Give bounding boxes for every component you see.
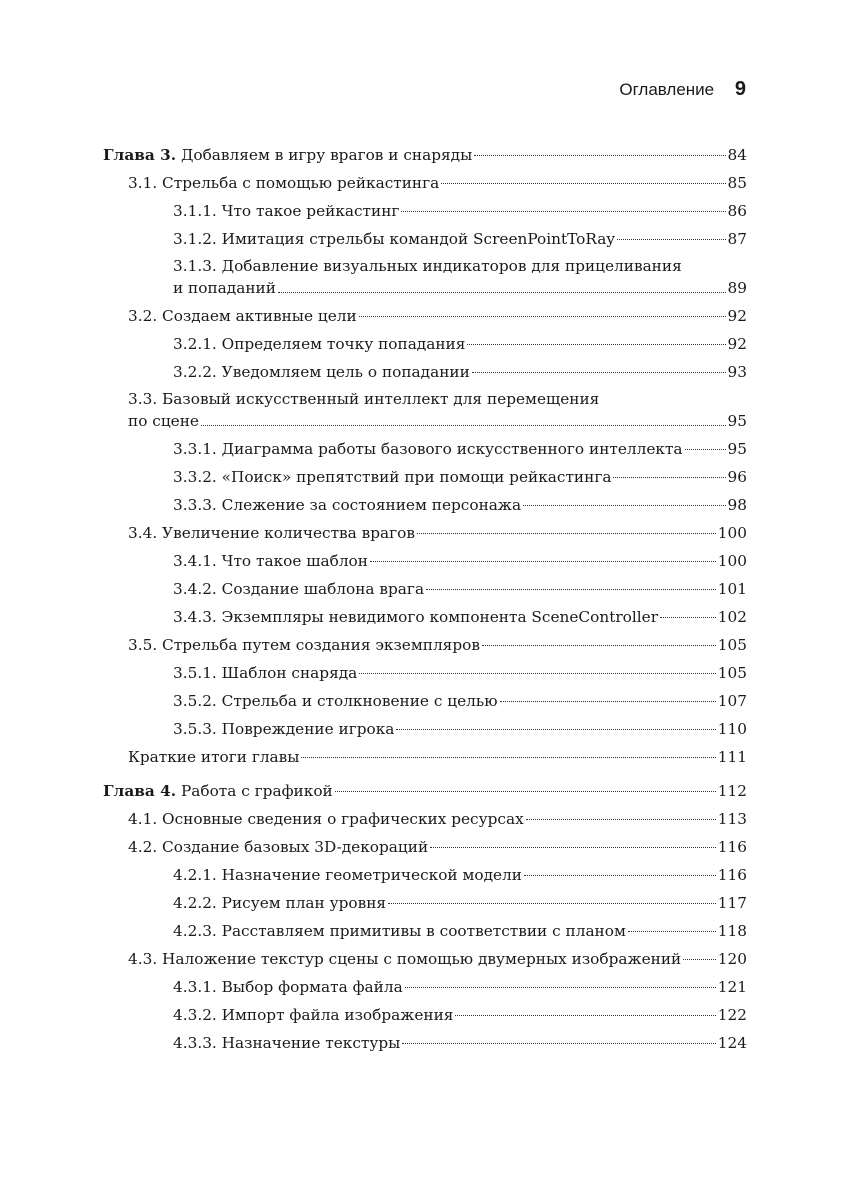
dot-leader [359,673,716,674]
toc-entry-text: 3.3.2. «Поиск» препятствий при помощи рейкастинга [173,468,612,486]
toc-page-number: 105 [717,636,747,654]
toc-section-entry[interactable] [103,631,747,659]
toc-page-number: 124 [717,1034,747,1052]
toc-subsection-entry[interactable] [103,889,747,917]
toc-entry-title [128,174,439,192]
toc-entry-text: 4.1. Основные сведения о графических ресурсах [128,810,524,828]
dot-leader [359,316,726,317]
toc-page-number: 96 [727,468,747,486]
dot-leader [402,1043,715,1044]
toc-page-number: 120 [717,950,747,968]
toc-page-number: 92 [727,335,747,353]
toc-entry-title-line1: 3.1.3. Добавление визуальных индикаторов для прицеливания [173,257,682,275]
toc-page-number: 87 [727,230,747,248]
toc-entry-title [128,412,199,430]
toc-entry-text: 3.1.2. Имитация стрельбы командой ScreenPointToRay [173,230,615,248]
toc-section-entry[interactable] [103,386,747,435]
toc-entry-text: 3.5.2. Стрельба и столкновение с целью [173,692,498,710]
toc-entry-text: и попаданий [173,279,276,297]
toc-entry-title [128,810,524,828]
toc-page-number: 93 [727,363,747,381]
toc-page-number: 116 [717,866,747,884]
toc-entry-text: 3.2. Создаем активные цели [128,307,357,325]
dot-leader [278,292,726,293]
toc-subsection-entry[interactable] [103,659,747,687]
dot-leader [405,987,716,988]
toc-subsection-entry[interactable] [103,253,747,302]
toc-page-number: 89 [727,279,747,297]
toc-entry-title [173,866,522,884]
dot-leader [455,1015,715,1016]
toc-entry-text: 4.2.2. Рисуем план уровня [173,894,387,912]
toc-entry-title [173,664,357,682]
dot-leader [613,477,725,478]
toc-entry-title [103,146,472,164]
toc-subsection-entry[interactable] [103,435,747,463]
toc-section-entry[interactable] [103,519,747,547]
toc-entry-title [128,636,480,654]
toc-entry-title [173,580,424,598]
dot-leader [628,931,716,932]
dot-leader [523,505,725,506]
chapter-label: Глава 3. [103,146,177,164]
toc-entry-title [173,230,615,248]
dot-leader [683,959,716,960]
toc-section-entry[interactable] [103,805,747,833]
toc-page-number: 85 [727,174,747,192]
dot-leader [370,561,716,562]
page-number: 9 [734,78,746,100]
toc-page-number: 118 [717,922,747,940]
toc-subsection-entry[interactable] [103,491,747,519]
toc-page-number: 117 [717,894,747,912]
toc-subsection-entry[interactable] [103,197,747,225]
toc-entry-text: 3.2.1. Определяем точку попадания [173,335,466,353]
toc-chapter-entry[interactable] [103,777,747,805]
toc-page-number: 116 [717,838,747,856]
dot-leader [401,211,725,212]
toc-entry-text: 3.1.1. Что такое рейкастинг [173,202,400,220]
dot-leader [388,903,716,904]
toc-entry-text: 3.3.3. Слежение за состоянием персонажа [173,496,522,514]
toc-page-number: 122 [717,1006,747,1024]
toc-entry-text: 4.3.2. Импорт файла изображения [173,1006,454,1024]
toc-section-entry[interactable] [103,302,747,330]
toc-entry-title [173,440,683,458]
toc-entry-title [173,279,276,297]
dot-leader [430,847,716,848]
toc-subsection-entry[interactable] [103,1029,747,1057]
toc-entry-title [173,922,626,940]
toc-subsection-entry[interactable] [103,715,747,743]
toc-entry-text: Работа с графикой [176,782,333,800]
toc-page-number: 86 [727,202,747,220]
toc-entry-title [173,335,465,353]
toc-entry-text: 3.5. Стрельба путем создания экземпляров [128,636,480,654]
dot-leader [482,645,716,646]
toc-page-number: 98 [727,496,747,514]
toc-page-number: 100 [717,524,747,542]
table-of-contents [103,141,747,1057]
toc-entry-title [173,608,658,626]
dot-leader [441,183,725,184]
toc-section-entry[interactable] [103,945,747,973]
toc-subsection-entry[interactable] [103,358,747,386]
toc-subsection-entry[interactable] [103,687,747,715]
toc-page-number: 113 [717,810,747,828]
toc-entry-title [173,552,368,570]
toc-entry-title-line1: 3.3. Базовый искусственный интеллект для перемещения [128,390,600,408]
toc-subsection-entry[interactable] [103,603,747,631]
toc-entry-text: 3.3.1. Диаграмма работы базового искусственного интеллекта [173,440,683,458]
toc-entry-text: 4.2.1. Назначение геометрической модели [173,866,522,884]
dot-leader [617,239,726,240]
toc-entry-title [173,468,611,486]
dot-leader [524,875,716,876]
dot-leader [467,344,725,345]
toc-entry-title [173,1006,453,1024]
toc-entry-title [173,894,386,912]
toc-subsection-entry[interactable] [103,1001,747,1029]
toc-page-number: 101 [717,580,747,598]
toc-page-number: 84 [727,146,747,164]
toc-section-entry[interactable] [103,743,747,771]
toc-page-number: 110 [717,720,747,738]
toc-entry-text: 3.5.3. Повреждение игрока [173,720,395,738]
toc-entry-text: 3.4. Увеличение количества врагов [128,524,415,542]
toc-page-number: 105 [717,664,747,682]
toc-entry-text: 4.2.3. Расставляем примитивы в соответствии с планом [173,922,626,940]
toc-subsection-entry[interactable] [103,547,747,575]
dot-leader [301,757,715,758]
toc-entry-text: 3.4.3. Экземпляры невидимого компонента SceneController [173,608,659,626]
toc-entry-text: 3.1. Стрельба с помощью рейкастинга [128,174,440,192]
running-head-title: Оглавление [619,80,715,99]
toc-entry-title [128,524,415,542]
toc-entry-text: Добавляем в игру врагов и снаряды [176,146,473,164]
toc-subsection-entry[interactable] [103,861,747,889]
toc-page-number: 111 [717,748,747,766]
dot-leader [472,372,726,373]
toc-entry-title [173,1034,400,1052]
toc-entry-title [173,720,394,738]
toc-page-number: 95 [727,440,747,458]
dot-leader [396,729,715,730]
toc-entry-title [128,307,357,325]
toc-entry-text: 4.3.1. Выбор формата файла [173,978,403,996]
dot-leader [500,701,716,702]
toc-page-number: 92 [727,307,747,325]
toc-entry-text: Краткие итоги главы [128,748,300,766]
toc-subsection-entry[interactable] [103,575,747,603]
toc-entry-text: 3.4.1. Что такое шаблон [173,552,368,570]
toc-entry-title [173,363,470,381]
toc-entry-text: 4.2. Создание базовых 3D-декораций [128,838,429,856]
dot-leader [685,449,726,450]
toc-page-number: 100 [717,552,747,570]
toc-entry-text: 3.2.2. Уведомляем цель о попадании [173,363,470,381]
toc-subsection-entry[interactable] [103,225,747,253]
toc-section-entry[interactable] [103,833,747,861]
dot-leader [335,791,716,792]
toc-section-entry[interactable] [103,169,747,197]
toc-entry-text: 3.5.1. Шаблон снаряда [173,664,358,682]
toc-subsection-entry[interactable] [103,917,747,945]
toc-entry-title [103,782,333,800]
toc-entry-title [128,950,681,968]
toc-subsection-entry[interactable] [103,463,747,491]
toc-page-number: 121 [717,978,747,996]
toc-entry-title [173,202,399,220]
toc-page-number: 107 [717,692,747,710]
toc-page-number: 112 [717,782,747,800]
toc-entry-title [173,978,403,996]
dot-leader [660,617,716,618]
toc-page-number: 95 [727,412,747,430]
toc-entry-text: 4.3. Наложение текстур сцены с помощью двумерных изображений [128,950,682,968]
toc-subsection-entry[interactable] [103,330,747,358]
toc-entry-text: 4.3.3. Назначение текстуры [173,1034,401,1052]
toc-entry-text: по сцене [128,412,199,430]
toc-entry-title [173,496,521,514]
toc-entry-title [128,838,428,856]
toc-page-number: 102 [717,608,747,626]
chapter-label: Глава 4. [103,782,177,800]
dot-leader [526,819,716,820]
dot-leader [474,155,725,156]
toc-entry-title [128,748,299,766]
toc-chapter-entry[interactable] [103,141,747,169]
toc-entry-title [173,692,498,710]
toc-subsection-entry[interactable] [103,973,747,1001]
dot-leader [201,425,726,426]
toc-entry-text: 3.4.2. Создание шаблона врага [173,580,425,598]
dot-leader [426,589,716,590]
dot-leader [417,533,716,534]
running-head [0,78,746,101]
